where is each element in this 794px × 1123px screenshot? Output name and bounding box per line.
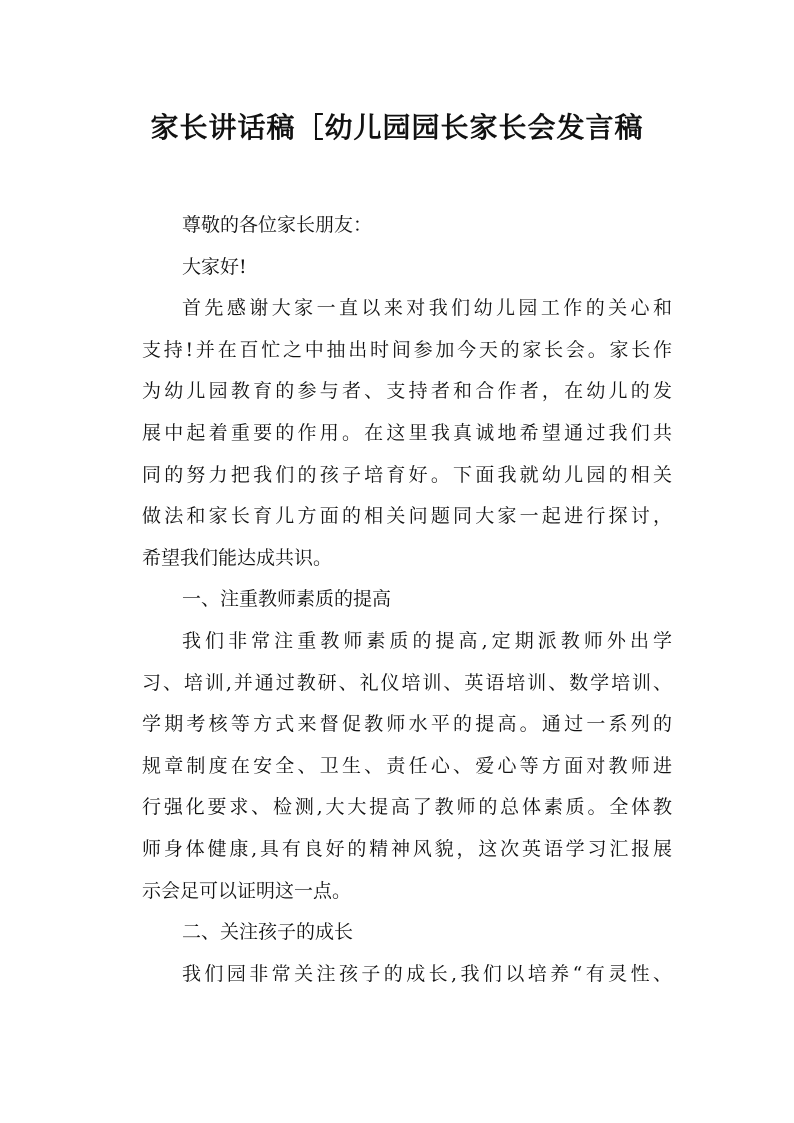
text-line: 尊敬的各位家长朋友：: [182, 214, 373, 236]
text-line: 希望我们能达成共识。: [142, 546, 333, 569]
text-line: 示会足可以证明这一点。: [142, 879, 352, 902]
text-line: 大家好!: [182, 255, 247, 278]
text-line: 同的努力把我们的孩子培育好。下面我就幼儿园的相关: [142, 463, 672, 486]
text-line: 师身体健康,具有良好的精神风貌，这次英语学习汇报展: [142, 837, 672, 860]
text-line: 二、关注孩子的成长: [182, 921, 354, 944]
text-line: 行强化要求、检测,大大提高了教师的总体素质。全体教: [142, 796, 672, 819]
text-line: 做法和家长育儿方面的相关问题同大家一起进行探讨，: [142, 505, 672, 528]
document-title: 家长讲话稿［幼儿园园长家长会发言稿: [150, 111, 644, 144]
text-line: 展中起着重要的作用。在这里我真诚地希望通过我们共: [142, 421, 672, 444]
text-line: 我们非常注重教师素质的提高,定期派教师外出学: [182, 629, 672, 652]
text-line: 为幼儿园教育的参与者、支持者和合作者，在幼儿的发: [142, 380, 672, 403]
text-line: 学期考核等方式来督促教师水平的提高。通过一系列的: [142, 713, 672, 736]
document-body: [142, 205, 672, 995]
text-line: 一、注重教师素质的提高: [182, 588, 392, 611]
text-line: 我们园非常关注孩子的成长,我们以培养“有灵性、: [182, 962, 672, 985]
text-line: 首先感谢大家一直以来对我们幼儿园工作的关心和: [182, 297, 672, 320]
text-line: 规章制度在安全、卫生、责任心、爱心等方面对教师进: [142, 754, 672, 777]
text-line: 习、培训,并通过教研、礼仪培训、英语培训、数学培训、: [142, 671, 672, 694]
text-line: 支持!并在百忙之中抽出时间参加今天的家长会。家长作: [142, 338, 672, 361]
